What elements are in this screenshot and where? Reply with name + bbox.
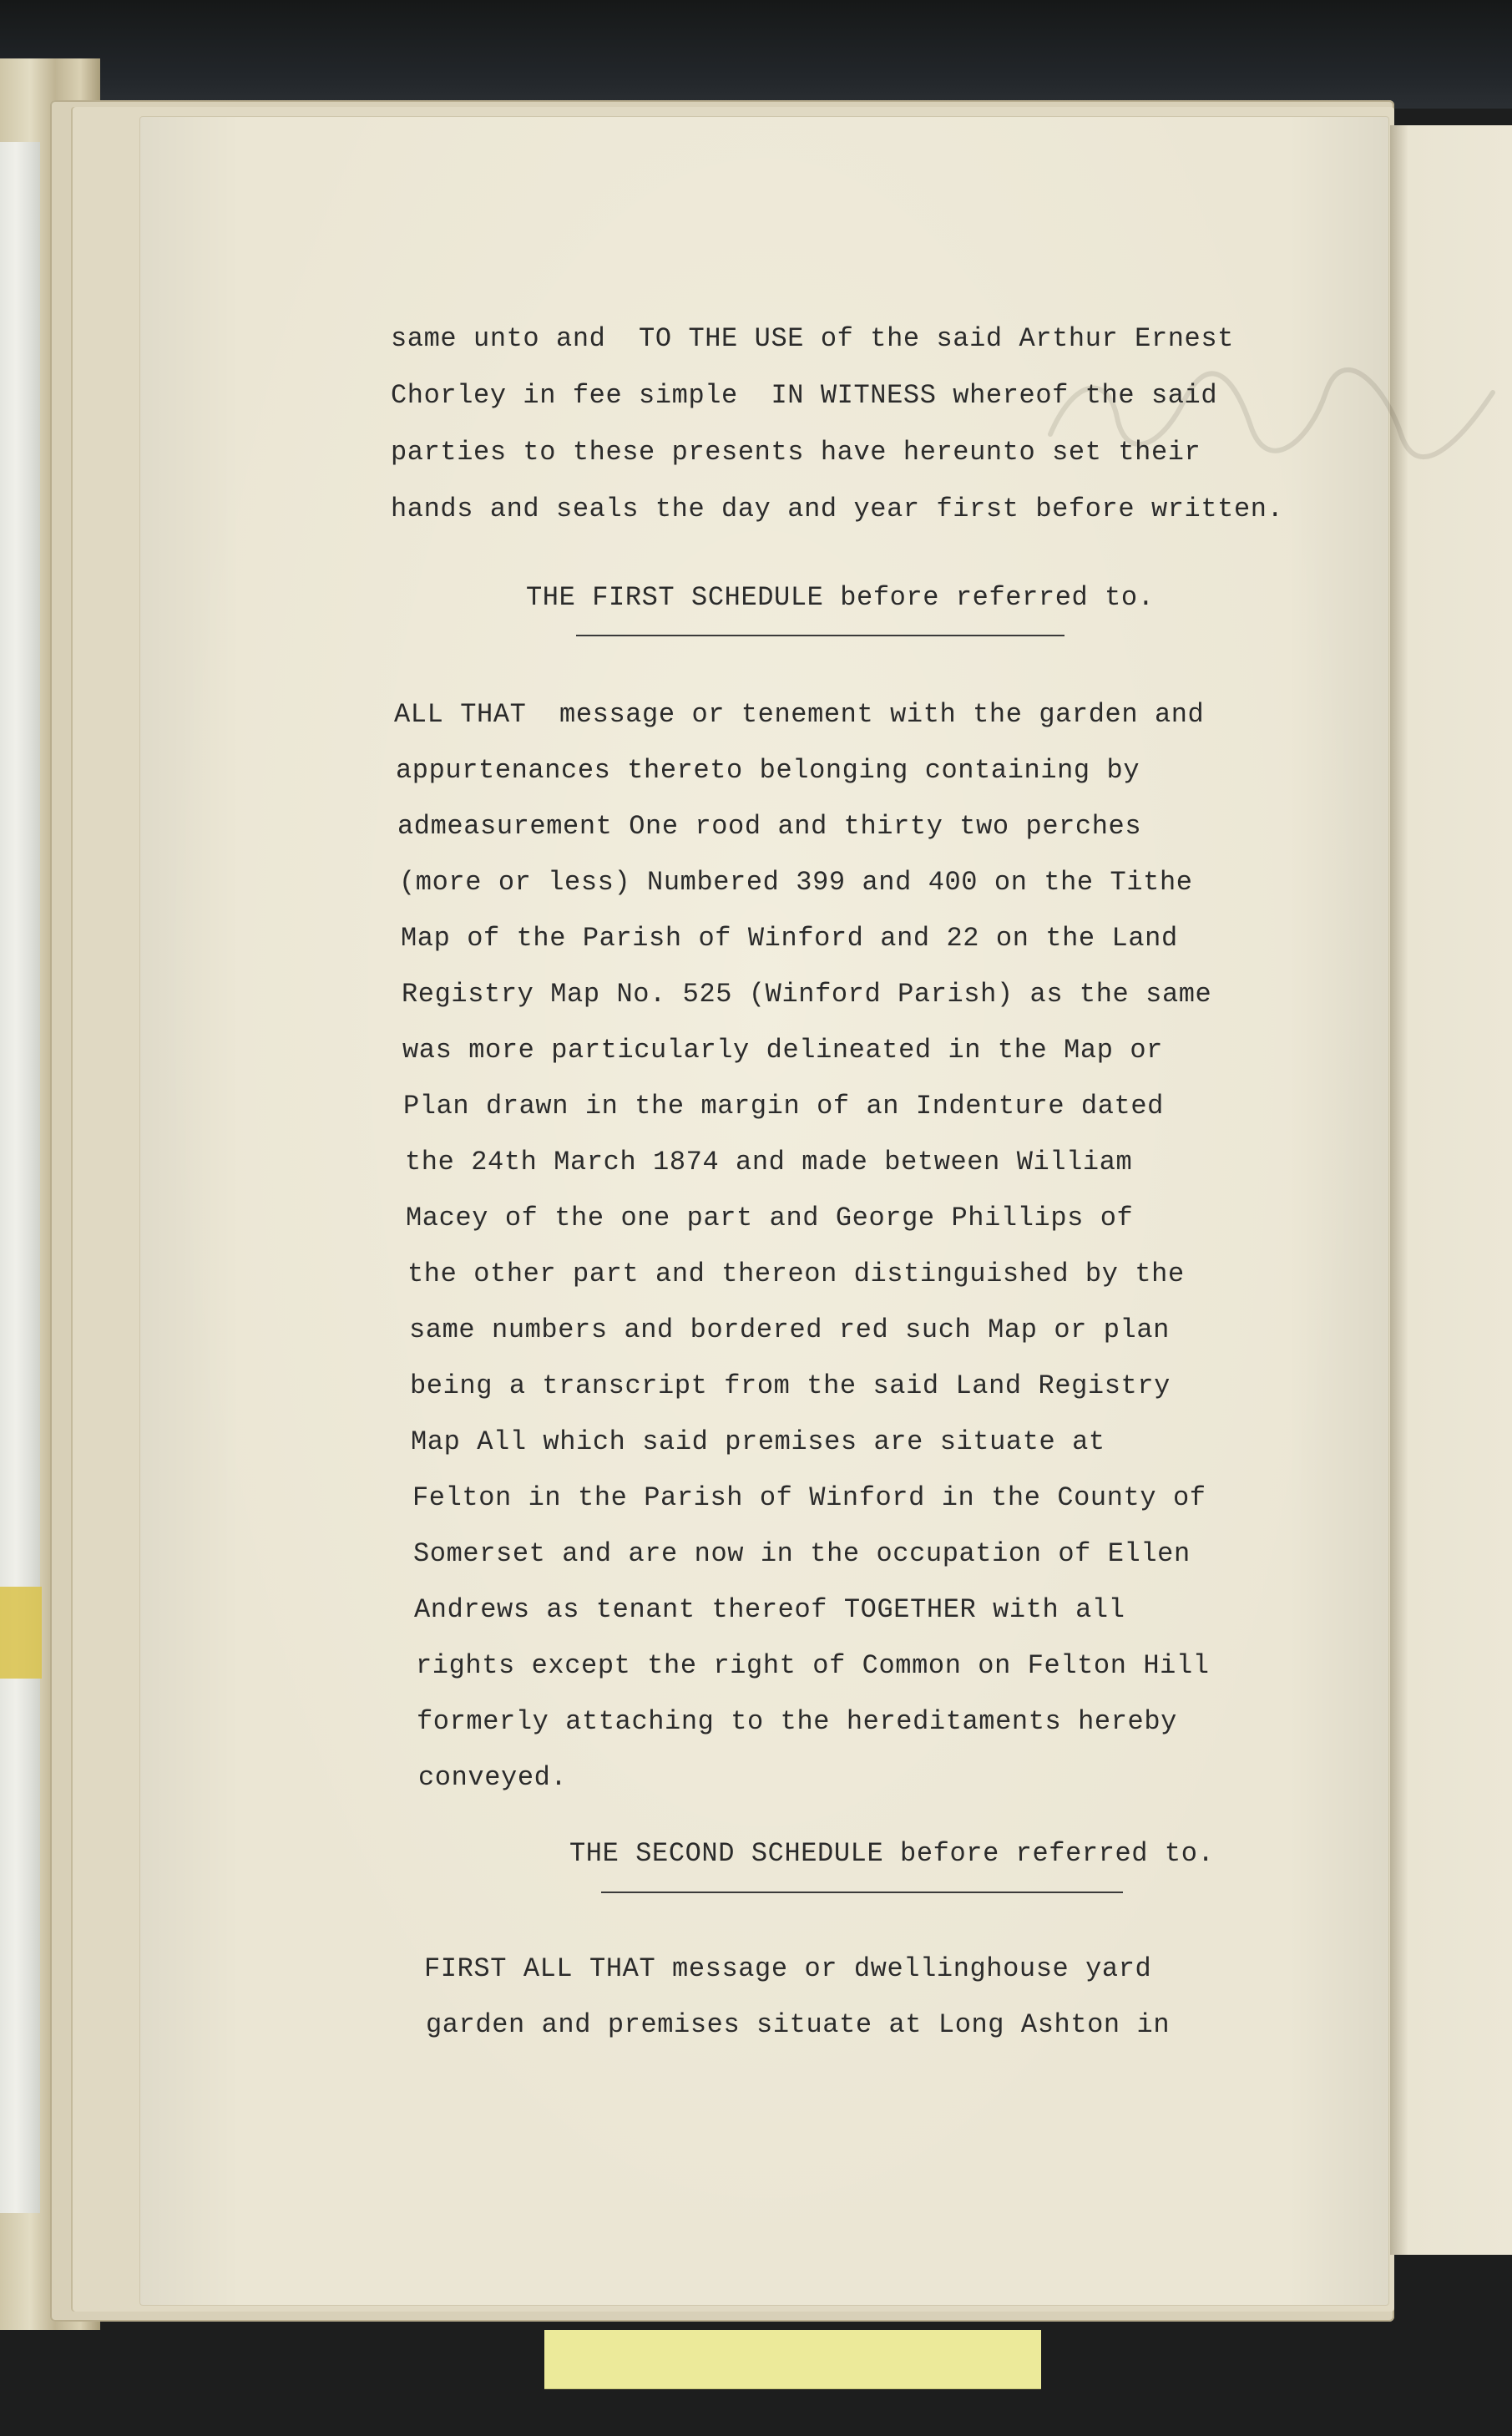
book-cover-top <box>0 0 1512 109</box>
first-schedule-underline <box>576 635 1064 636</box>
left-yellow-tab <box>0 1587 42 1679</box>
first-schedule-line-15: Felton in the Parish of Winford in the County of <box>412 1482 1206 1513</box>
first-schedule-line-12: same numbers and bordered red such Map or plan <box>409 1314 1170 1345</box>
first-schedule-line-18: rights except the right of Common on Felton Hill <box>416 1650 1210 1681</box>
second-schedule-line-1: FIRST ALL THAT message or dwellinghouse yard <box>424 1953 1152 1984</box>
opening-line-4: hands and seals the day and year first before written. <box>391 494 1284 524</box>
opening-line-3: parties to these presents have hereunto set their <box>391 437 1201 468</box>
first-schedule-line-10: Macey of the one part and George Phillips of <box>406 1203 1134 1233</box>
second-schedule-underline <box>601 1892 1123 1893</box>
first-schedule-line-5: Map of the Parish of Winford and 22 on the Land <box>401 923 1178 954</box>
first-schedule-line-2: appurtenances thereto belonging containing by <box>396 755 1140 786</box>
first-schedule-line-13: being a transcript from the said Land Registry <box>410 1370 1171 1401</box>
first-schedule-line-4: (more or less) Numbered 399 and 400 on the Tithe <box>399 867 1193 898</box>
first-schedule-line-3: admeasurement One rood and thirty two perches <box>397 811 1142 842</box>
first-schedule-line-1: ALL THAT message or tenement with the garden and <box>394 699 1205 730</box>
first-schedule-line-8: Plan drawn in the margin of an Indenture dated <box>403 1091 1164 1122</box>
opening-line-1: same unto and TO THE USE of the said Arthur Ernest <box>391 323 1234 354</box>
first-schedule-line-16: Somerset and are now in the occupation of Ellen <box>413 1538 1191 1569</box>
first-schedule-line-11: the other part and thereon distinguished by the <box>407 1259 1185 1289</box>
first-schedule-line-14: Map All which said premises are situate at <box>411 1426 1105 1457</box>
first-schedule-heading: THE FIRST SCHEDULE before referred to. <box>526 582 1155 613</box>
opening-line-2: Chorley in fee simple IN WITNESS whereof the said <box>391 380 1218 411</box>
first-schedule-line-9: the 24th March 1874 and made between William <box>405 1147 1133 1177</box>
first-schedule-line-7: was more particularly delineated in the Map or <box>402 1035 1163 1066</box>
first-schedule-line-6: Registry Map No. 525 (Winford Parish) as the same <box>402 979 1212 1010</box>
first-schedule-line-20: conveyed. <box>418 1762 568 1793</box>
yellow-paper-slip <box>544 2330 1041 2388</box>
second-schedule-heading: THE SECOND SCHEDULE before referred to. <box>569 1838 1215 1869</box>
first-schedule-line-17: Andrews as tenant thereof TOGETHER with all <box>414 1594 1125 1625</box>
first-schedule-line-19: formerly attaching to the hereditaments hereby <box>417 1706 1177 1737</box>
left-tape-strip <box>0 142 40 2213</box>
second-schedule-line-2: garden and premises situate at Long Ashton in <box>426 2009 1171 2040</box>
